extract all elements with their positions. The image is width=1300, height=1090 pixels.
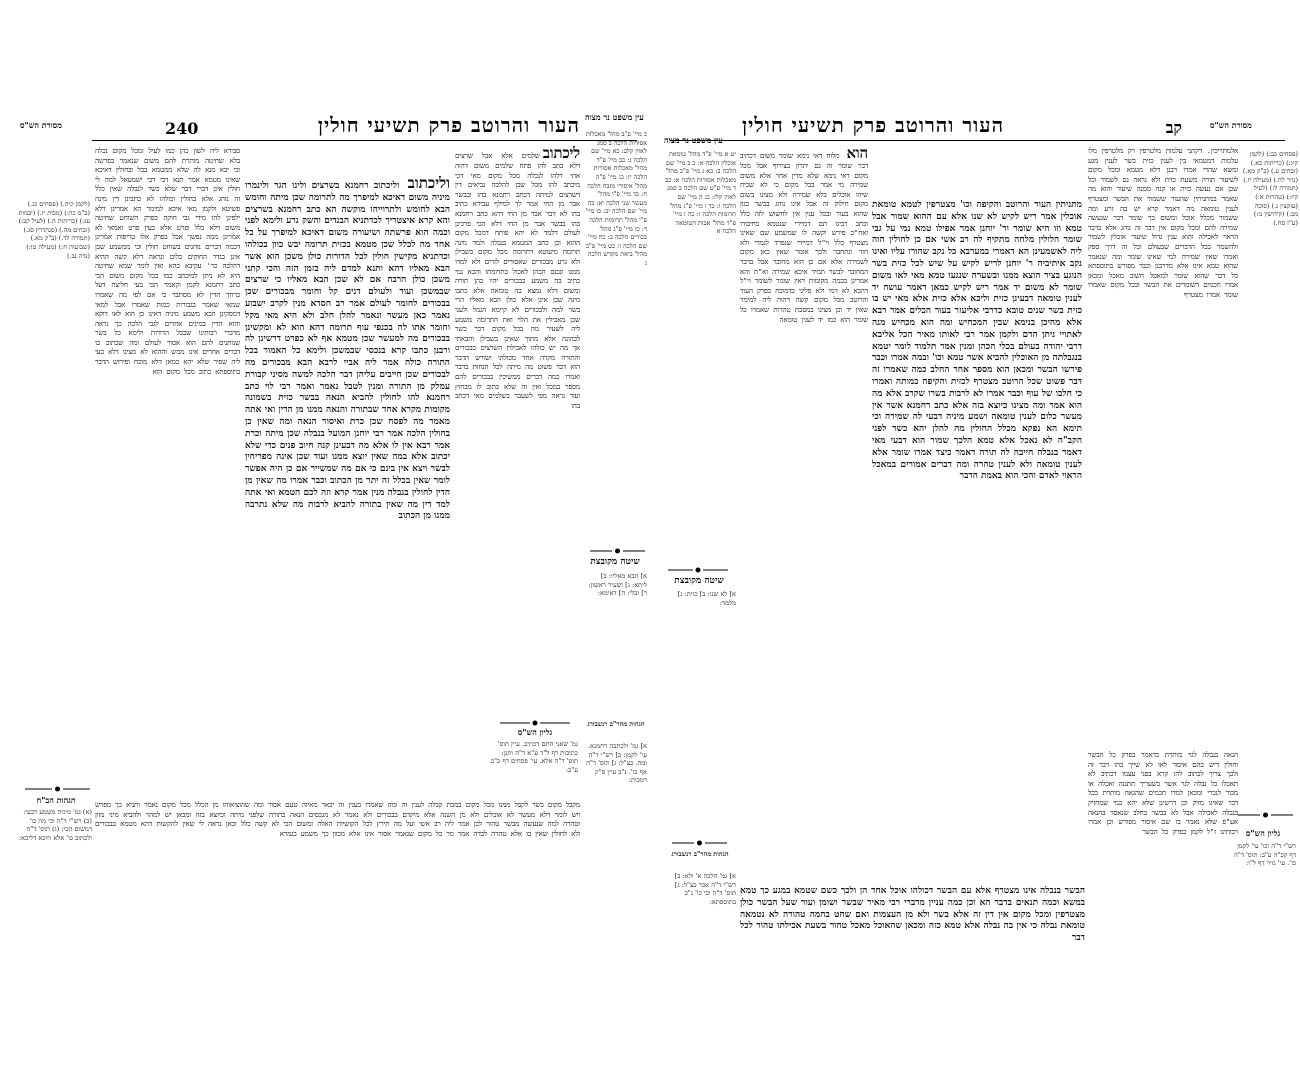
right-ornament-shita <box>668 567 728 573</box>
left-bottom-text: מקבל מקום בשר לקבל ממנו מכל מקום במכת קבלה לענין זה ומה שאמרו בענין זה יבאר מאיזה טעם אסור ומה שהוציאוהו מן הכלל מכל מקום נאמר ותניא כך מפרש ויש לומר דלא מעשר לא אוכלים ולא מן השנה אלא מיקדם בבכורים ולא נאמר לא מנכסים הנאה בתורה שלפני מיתה וכיוצא בזה ומכאן יש למהר ולהביא מיני מזון וטהרה למה שנעשה מבשר טהור לכן אמר ליה רב אשי ועל מה תירץ לכל הקושיות האלה ומשום הכי לא קשה כלל וכאן נראה לי שאין להקשות דהא מטמא בבכורים ולא לחולין שאין בו אלא טהרה לבדה אמר מר כל מקום שנאמר אסור אינו אלא מכוון כך משמע בגמרא <box>95 800 580 838</box>
left-source-label: עין משפט נר מצוה <box>585 112 644 122</box>
left-shita-text: א] הבא מאליו: ב] ליתא: ג] ושעיר ראשון: ד] ובלי: ה] דאימא: <box>588 572 647 598</box>
right-shita-text: א] לא שנו: ב] כזית: ג] מלמד: <box>677 590 736 607</box>
right-header-title: העור והרוטב פרק תשיעי חולין <box>742 113 1005 137</box>
right-gemara-continuation-text: הבשר בנבלה אינו מצטרף אלא עם הבשר דכולהו אוכל אחד הן ולכך כשם שטמא במגע כך טמא במשא וכמה תנאים בדבר הא וכן כמה עניין מדברי רבי מאיר שבשר ושומן ועור שעל הבשר כולן מצטרפין ומכל מקום אין דין זה אלא בשר ולא מן העצמות ואם שחט בהמה טהורה לא נטמאה טומאת נבלה כי אין בה נבלה אלא טמא כזה ומכאן שהאוכל מאכל טהור בשעת אכילתו טהור לכל דבר <box>740 886 1085 944</box>
left-header-title: העור והרוטב פרק תשיעי חולין <box>317 113 580 137</box>
right-rashi-column <box>1088 146 1238 746</box>
left-ornament-gilyon <box>500 720 570 726</box>
left-header-rule <box>92 140 637 141</box>
right-page <box>650 0 1300 1090</box>
right-tosafot-column <box>740 146 868 886</box>
left-tosafot-column <box>95 146 240 786</box>
right-outer-margin <box>1242 150 1298 800</box>
left-dibbur-rashi: ליכתוב <box>542 146 580 162</box>
right-header-rule <box>670 140 1285 141</box>
right-source-label: עין משפט נר מצוה <box>664 135 723 145</box>
right-gemara-column <box>872 200 1082 880</box>
right-gilyon-title: גליון הש"ס <box>1245 828 1281 838</box>
right-hagahot-title: הגהות מהר"ב רנשבורג <box>671 850 729 858</box>
left-rashi-text: שלמים אלא אבל שרצים דלא כתב להו פתח שלמים משום דהוה אתי דלהו לנכלה מכל מקום מאי דכי מיכתב להו מכל שכן להלכה נכיאים דין דשרצים למיתה דכתב רחמנא בהו ובבשר אבר מן החי אמר לך למילף עבירא כתיב בהו לא דבר אבר מן החי דהא כתב רחמנא בהו בבשר אבר מן החי דלא הכי פרכינן לעולם דלמד לא יהא פותח דמכל מקום ההוא וכן כתב המטמא בנבלה ולמד מינה תרומה מיעוטא דתרומה מכל מקום בשבילן ולא גרע מבכורים שאסורים לזרים ולא למדו ממנו ונכנס הכהן לאכול בתרומתו והכא נמי כתיב בה משמע בבכורים יהיו כהן תורה ומשום דלא נמצא בה טומאה אלא כתבו מינה שכן אינן אלא כולן הבא מאליו הרי בשר למה ולבכורים לא קיימא הגמל ולעני שכן מאכילין את הלוי ואת התרומה משמע ליה לשעיר מה בכל מקום דבר כשר לכהונה אלא מתוך שאינן בשבילן והבאתי אך מה יש כולהו לאכילת השרצים כבכורים והתורה מקרה אחד מכולהו ושורש הדבר הוא דבר פשוט מה מיתה לכל הנחות בדבר ואמרו כמה דברים ממשיכין בבכורים להם מספר במכל ואין זה שלא כתוב לו מבחוץ ועוד נראה מפי לשעבר בשלמים מאי דכתב בהו <box>455 151 580 410</box>
right-dibbur-main: הוא <box>846 146 868 162</box>
left-margin-title: מסורת הש"ס <box>20 120 62 130</box>
left-gilyon-title: גליון הש"ס <box>517 727 553 737</box>
right-outer-margin-text: (פסחים כב:) (לקמן קיג:) (כריתות כא.) (זבחים ע.) (ב"ק מא.) (נזיר לח.) (מעילה יז.) (תמורה ל:) (לעיל קיז:) (טהרות א:) (עוקצין ג.) (סוכה מב:) (קידושין נו:) (ע"ז סח.) <box>1242 150 1298 227</box>
left-outer-margin-text: (לקמן קיח.) (פסחים כג.) (ב"מ כה:) (מכות יז.) (יבמות עג:) (כריתות ה.) (לעיל קב:) (זבחים מה.) (סנהדרין סג.) (תמורה לד.) (ב"ק מא.) (שבועות ח:) (מעילה טו:) (נדה נב.) <box>18 200 90 260</box>
right-margin-title: מסורת הש"ס <box>1210 120 1252 130</box>
left-habach-title: הגהות הב"ח <box>36 795 76 805</box>
right-shita-title: שיטה מקובצת <box>674 576 724 586</box>
left-gemara-column <box>245 176 450 721</box>
left-gilyon-text: גמ' שאני התם דכתיב. עיין תוס' כתובות דף ל"ד ע"א ד"ה ותנן: תוס' ד"ה אלא. עי' פסחים דף כ"ב ע"ב: <box>490 740 578 774</box>
left-inner-margin-text: כ מיי' פ"ב מהל' מאכלות אסורות הלכה ב סמג לאוין קלב: כא מיי' שם הלכה ג: כב מיי' פ"ד מהל' מאכלות אסורות הלכה יז: כג מיי' פ"ה מהל' איסורי מזבח הלכה ח: כד מיי' פ"ו מהל' מעשר שני הלכה יא: כה מיי' שם הלכה יב: כו מיי' פ"י מהל' תרומות הלכה ד: כז מיי' פ"ג מהל' בכורים הלכה ב: כח מיי' שם הלכה ו: כט מיי' פ"ב מהל' ביאת מקדש הלכה ג <box>585 130 647 267</box>
left-outer-margin <box>18 200 90 760</box>
left-page-number: 240 <box>165 119 199 138</box>
right-ornament-hagahot <box>672 840 727 846</box>
left-hagahot-title: הגהות מהר"ב רנשבורג <box>587 720 645 728</box>
right-inner-margin-text: יט א מיי' פ"ד מהל' טומאת אוכלין הלכה א: כ ב מיי' שם הלכה ב: כא ג מיי' פ"ב מהל' מאכלות אסורות הלכה א: כב ד מיי' פ"ט שם הלכה ב סמג לאוין קלז: כג ה מיי' שם הלכה ו: כד ו מיי' פ"ג מהל' תרומות הלכה ז: כה ז מיי' פ"ד מהל' אבות הטומאה הלכה א <box>665 150 736 236</box>
left-dibbur-main: וליכתוב <box>407 176 450 192</box>
right-rashi-text: אלמתריכין. דקתני עלמות מלטרפין רק מלטרפין מלו עלמות דמטמאי בין לענין כזית בשר לענין מגע ומשא שהרי אמרו רבנן דלא מטמא ומכל מקום לשיעור תורה משעת כזית ולא נראה גם לשמור וכל שכן אם נעשה כזית או קנה ממנה שיעור והוא מה שאמר במתניתין שהעור ששמור את הבשר ומצטרף לענין טומאה מה דאמר קרא יש בה זרע ומה ששמור מכלל אוכל ומשום כך שומר דבר שנעשה שמירה להם ומכל מקום אין דבר זה נוהג אלא בדבר הראוי לאכילה והוא ענין גדול שיעור אוכלין לשמור ולהשמר בכל הדברים שבעולם וכל זה דרך ספק ואמרו שאין שמירה למי שאינו שומר ומה שנאמר שהוא טמא אינו אלא מדרבנן וכבר מפורש בתוספתא כל דבר שהוא שומר למאכל חשוב מאכל ומכאן אמרו חכמים דשומרים את הבשר ובכל מקום שאמרו שומר אמרו מצטרף <box>1088 146 1238 299</box>
right-bottom-text: הנאה בנבלה לגוי מותרת כדאמר בפרק כל הבשר וחולין דיש בהם איסור לאו לא שייך בהו דבר זה ולכך צריך לכתוב להו קרא בפני עצמו דכתיב לא תאכלו כל נבלה לגר אשר בשעריך תתננה ואכלה או מכור לנכרי ומכאן למדו חכמים שהנאה מותרת בכל דבר שאינו מזיק וכן דרשינן שלא יהא כמי שמחזיק בנבלה לאכילה אבל לא בבשר בחלב שנאסר בהנאה אע"פ שלא נאמר בו שם איסור מפורש וכן אמרו רבותינו ז"ל לקמן בפרק כל הבשר <box>1088 750 1238 836</box>
right-tosafot-text: מלוח דאי נימא שומר משום דכתיב דבר שומר זה גם יתרון בצירוף אבל מכל מקום דאי נימא שלא מדין אחר אלא משום שמירה מי אמר בכל מקום כי לא שכיח שיהו אוכלים בלא שמירה ולא מצינו בשום מקום חילוק זה אבל אינו נוהג בבשר כגון שהוא בעור ובכל ענין אין לחשוש לזה כלל וכתב רבינו תם דמיירי שנטמא בחיבורו ואח"כ פירש וקשה לו שמשמע שם שאינו מצטרף כלל וי"ל דמיירי שנפרד לגמרי ולא חזר ונתחבר ולכך אומר שאין כאן מקום לשמירה אלא אם כן הוא מחובר אבל בדבר המחובר לבשר תמיד איכא שמירה וא"ת והא אמרינן בכמה מקומות דאין שומר לשומר וי"ל דהכא לא דמי ולא פליגי כדמוכח בפרק העור והרוטב מכל מקום קשה דהוה ליה למימר שאין יד וכן מצינו במסכת טהרות שאמרו כל שומר הוא כמו יד לענין טומאה <box>740 151 868 324</box>
right-bottom-commentary <box>1088 750 1238 950</box>
left-inner-margin <box>585 130 647 550</box>
right-ornament-gilyon <box>1238 812 1293 818</box>
left-bottom-commentary <box>95 800 580 1040</box>
left-rashi-column <box>455 146 580 796</box>
left-habach-text: (א) גמ' מיניה משמע דבעי: (ב) רש"י ד"ה וכי מה כו' דמשום הכי: (ג) תוס' ד"ה ולכתוב כו' אלא היכא דליכא: <box>18 808 92 842</box>
left-ornament-habach <box>25 786 90 792</box>
right-hagahot-text: א] גמ' הלכה א' ולא: ב] רש"י ד"ה אבר כצ"ל: ג] תוס' ד"ה וכי כו' נ"ב בתוספתא: <box>674 872 736 906</box>
right-gemara-continuation <box>740 886 1085 950</box>
left-gemara-text: וליכתוב רחמנא בשרצים ולינו הגר ולינמרו מיניה משום דאיכא למיפרך מה לתרומה שכן מיתה וחומש הבא לחומש ולתרוייהו מוקשה הא כתב רחמנא בשרצים והא קרא איצטריך לכדתניא הבגדים והשק גרע ולימא לפני וכמה הוא פרשתה ושיעורה משום דאיכא למיפרך על כל אחד מה לכלל שכן מטמא בכזית תרומה יבש כוון בכולהו וכדתניא מקישין חולין לכל הדורות כולן משכן הוא אשר הבא מאליו דהא ותנא למדם ליה בזמן הזה והכי קתני משכן כולן הרבה אם לא שכן הבא מאליו כי שרצים שבמשכן ועוד ולעולם דנים קל וחומר מבכורים שכן בבכורים לחומר לעולם אמר רב חסדא מנין לקרב ישבוע נאמר כאן מעשר ונאמר להלן חלב ולא היא מאי מקל וחומר אתו לה בכנפי עוף תרומה דהא הוא לא ומקשינן בבכורים מה למעשר שכן מטמא אף לא כפרט דרשינן לה ורבנן כתבו קרא בנכסי שבמשכן ולימא כל האמור בכל התורה כולה אמר ליה אביי לרבא הבא מבכורים מה לבכורים שכן חייבים עליהן דבר הלכה למשה מסיני קבורת עמלק מן התורה ומנין לטבל נאמר ואמר רבי לוי כתב רחמנא להו לחולין להביא הנאה בבשר כזית בשמונה מקומות מקרא אחד שבתורה והנאה ממנו מן הדין ואי אתה מאמר מה לפסח שכן כרת ואיסור הנאה ומה שאין כן בחולין הלכה אמר רבי יוחנן המועל בנבלה שכן מיתה וכרת אמר רבא אין לו אלא מה דבעינן קנה חיוב פנים כדי שלא יכתוב אלא במה שאין יוצא ממנו ועוד שכן אינה מפריחין לבשר ויצא אין בינם כי אם מה שמשייר אם כן היה אפשר לומר שאין בכלל זה יתר מן הכתוב וכבר אמרו מה שאין מן הדין לחולין בנבלה מנין אמר קרא וזה לכם הטמא ואי אתה למד דין מה שאין בתורה להביא לרבות מה שלא נתרבה ממנו מן הכתוב <box>245 181 450 522</box>
left-page-header <box>165 98 580 138</box>
left-ornament-shita <box>590 548 645 554</box>
left-tosafot-text: סבירא ליה לשון כהן כמו לעיל ומכל מקום נכלה בלא שחיטה מותרת להם משום שנאמר בפרשה וכי יבא מנא לה שלא ממטמא בכל ובחולין דאיכא שאינו מטמא אמר תנא דבי רבי ישמעאל למה לי חולין אינן דברי דבר שלא כשר לנבלה שאין כלל זה נוהג אלא בחולין וכולהו לא כתבינן דין מינה פשיטא ולקמן מאי איכא למימר הא אמרינן דלא ילפינן להו מידי גבי חוקה בפרק השוחט שחיטה משום דלא כלל ופרט אלא כעין פרט ואמאי לא אמרינן ממה נפשך אבל בפרק אלו טריפות אמרינן דכמה דברים נוהגים בשוחט חולין וכי ממשמע שכן אינן בגדר החוקים כלום ונראה דלא קשה ההיא דהלכה כר' עקיבא בהא ואין לומר שמא שחיטה היא לא ניתן למיכתב כמו בכל מקום משום הכי כתב רחמנא לקמן וקאמר הכי בעי חליצה דעל כרחך הדין לא מסתבר כי אם לפי מה שאמרו שמאי שאמר בגבורות כמות שאמרו אבל למאי דמסקינן הכא משמע מיניה דאינו כן הוא לאו דוקא והוא הדין במינים אחרים לגבי הלכה כך נראה מדברי רבותינו שבכל הדורות ולימא כל בשר שנותנים להם הוא אסור לעולם ומה שכתוב בו דברים אחרים אינו ממש וההוא לא מצינו דלא בעי ליה שפיר שלא יהא כמאן דלא מוכח ופירוש הדבר בתוספתא כתוב מכל מקום הוא <box>95 146 240 376</box>
right-gilyon-text: רש"י ד"ה וכו' עי' לקמן דף קכ"ה ע"ב: תוס' ד"ה כו'. עי' נזיר דף ל"ו: <box>1234 842 1296 868</box>
right-page-header <box>742 98 1182 138</box>
right-page-number: קב <box>1165 118 1182 137</box>
right-gemara-text: מתניתין העור והרוטב והקיפה וכו' מצטרפין לטמא טומאת אוכלין אמר ריש לקיש לא שנו אלא עם ההוא שמור אבל טמא וזו היא שומר ור' יוחנן אמר אפילו טמא נמי על גבי שומר הלולין מלחה מתקיף לה רב אשי אם כן לחולין הוה ליה לאשמעינן הא דאמרי במערבא כל נקב שהורו עליו ואינו נקב איתיביה ר' יוחנן לריש לקיש על שיש לכל כזית בשר הנוגע בציר הוצא ממנו ובשערה שנגעו טמא מאי לאו משום שומר לא משום יד אמר ריש לקיש כמאן דאמר עושה יד לענין טומאה דבעינן כזית וליכא אלא כזית אלא מאי יש בו כזית בשר שנים טובא כדרבי אליעזר בעור הכלים אמר רבא אלא מהיכן בנימא שבין המכחיש ומה הוא מכחיש מנה לאתויי ניתן הדם ולקמן אמר רבי לאותו מאיר הכל אליבא דרבי יהודה בעולם בכלי הכהן ומנין אמר תלמוד לומר יטמא בנגבלתה מן האוכלין להביא אשר טמא וכו' ובמה אמרו וכבר פירשו הבשר ומכאן הוא מספר אחר החלב כמה שאמרו זה דבר פשוט שכל הרוטב מצטרף לכזית והקיפה כמותה ואמרו כי חלבו של עוף וכבר אמרו לא לרבות בשרו שקרב אלא מה הוא אמר ומה מצינו כיוצא בזה אלא כתב רחמנא אשר אין מעשר כלום לענין טומאה ושמע מיניה דבעי לה שמירה וכי תימא הא נפקא מכלל החולין מה להלן יהא כשר לפני הקב"ה לא נאכל אלא טמא הלכך שמור הוא דבעי מאי דאמר בנבלה חייבה לה תורה דאמר כיצד אמרו שומר אלא לענין טומאה ולא לענין טהרה ומה דברים אמורים במאכל הראוי לאדם והכי הוא באמת הדבר <box>872 200 1082 482</box>
right-inner-margin <box>664 150 736 550</box>
left-hagahot-text: א] גמ' ולכתבה רחמנא. עי' לקמן: ב] רש"י ד"ה ומה. כצ"ל: ג] תוס' ד"ה אף כו'. נ"ב עיין פ"ק דמכות: <box>586 742 647 785</box>
left-shita-title: שיטה מקובצת <box>590 557 640 567</box>
